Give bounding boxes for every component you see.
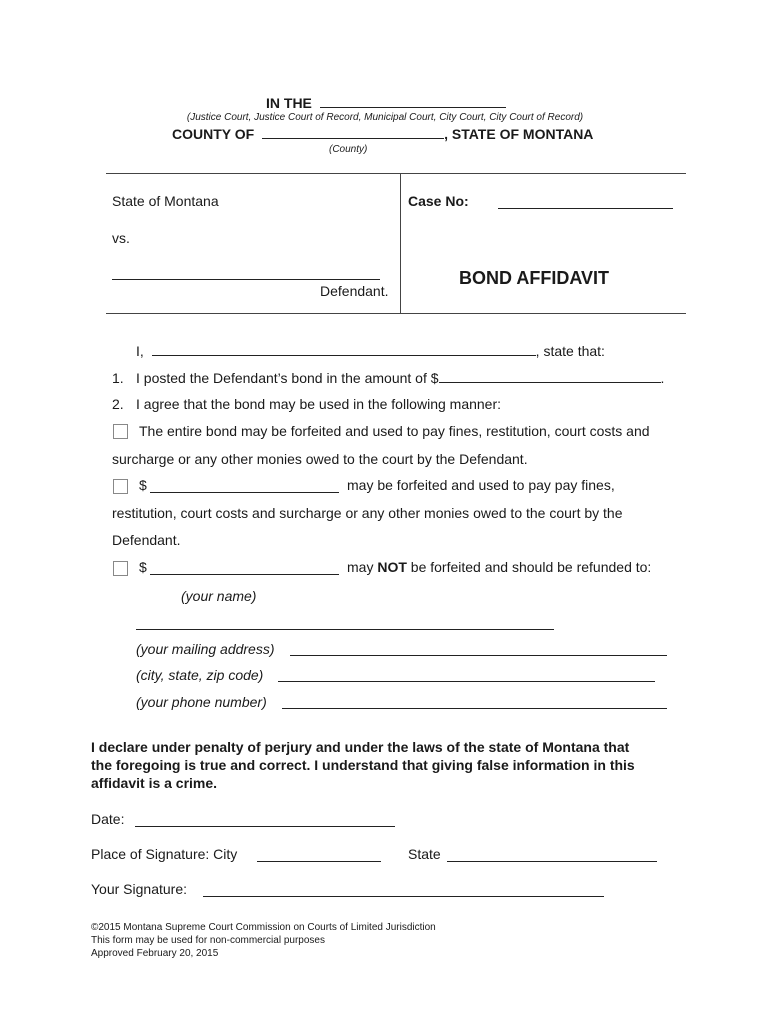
city-state-zip-blank[interactable] (278, 681, 655, 682)
county-of-label: COUNTY OF (172, 126, 255, 142)
affiant-name-blank[interactable] (152, 343, 536, 356)
option-1-line-2: surcharge or any other monies owed to the court by the Defendant. (112, 451, 528, 467)
declaration-line-2: the foregoing is true and correct. I understand that giving false information in this (91, 757, 635, 773)
mailing-address-blank[interactable] (290, 655, 667, 656)
signature-blank[interactable] (203, 896, 604, 897)
item-2-number: 2. (112, 396, 124, 412)
phone-number-label: (your phone number) (136, 694, 267, 710)
place-of-signature-label: Place of Signature: City (91, 846, 238, 862)
option-3-not: NOT (377, 559, 407, 575)
declaration-line-3: affidavit is a crime. (91, 775, 218, 791)
item-1 (136, 370, 664, 386)
state-label: State (408, 846, 441, 862)
case-no-blank[interactable] (498, 208, 673, 209)
vs-label: vs. (112, 230, 130, 246)
your-name-label: (your name) (181, 588, 257, 604)
option-2-line-3: Defendant. (112, 532, 181, 548)
caption-bottom-rule (106, 313, 686, 314)
i-label: I, (136, 343, 144, 359)
county-heading (172, 126, 593, 142)
caption-divider (400, 174, 401, 313)
item-1-number: 1. (112, 370, 124, 386)
bond-amount-blank[interactable] (439, 370, 661, 383)
county-blank[interactable] (262, 126, 444, 139)
in-the-label: IN THE (266, 95, 312, 111)
defendant-label: Defendant. (320, 283, 389, 299)
option-3-dollar: $ (139, 559, 147, 575)
plaintiff-name: State of Montana (112, 193, 219, 209)
refund-amount-blank[interactable] (150, 574, 339, 575)
option-1-line-1: The entire bond may be forfeited and used to pay fines, restitution, court costs and (139, 423, 650, 439)
state-that-label: , state that: (535, 343, 605, 359)
defendant-name-blank[interactable] (112, 279, 380, 280)
case-no-label: Case No: (408, 193, 469, 209)
in-the-heading (266, 95, 506, 111)
option-3-rest: be forfeited and should be refunded to: (410, 559, 652, 575)
city-state-zip-label: (city, state, zip code) (136, 667, 264, 683)
county-hint: (County) (329, 144, 368, 155)
date-label: Date: (91, 811, 125, 827)
declaration-line-1: I declare under penalty of perjury and under the laws of the state of Montana that (91, 739, 630, 755)
caption-top-rule (106, 173, 686, 174)
city-blank[interactable] (257, 861, 381, 862)
affiant-line (136, 343, 605, 359)
state-blank[interactable] (447, 861, 657, 862)
item-1-text: I posted the Defendant’s bond in the amount of $ (136, 370, 439, 386)
option-2-line-2: restitution, court costs and surcharge or any other monies owed to the court by the (112, 505, 623, 521)
date-blank[interactable] (135, 826, 395, 827)
item-2-text: I agree that the bond may be used in the following manner: (136, 396, 502, 412)
option-3-text (347, 559, 651, 575)
your-name-blank[interactable] (136, 629, 554, 630)
mailing-address-label: (your mailing address) (136, 641, 275, 657)
footer-noncommercial: This form may be used for non-commercial purposes (91, 935, 325, 946)
form-title: BOND AFFIDAVIT (459, 268, 609, 288)
footer-approved: Approved February 20, 2015 (91, 948, 219, 959)
phone-number-blank[interactable] (282, 708, 667, 709)
court-name-blank[interactable] (320, 95, 506, 108)
option-entire-bond-checkbox[interactable] (113, 424, 128, 439)
footer-copyright: ©2015 Montana Supreme Court Commission on Courts of Limited Jurisdiction (91, 922, 436, 933)
option-2-dollar: $ (139, 477, 147, 493)
court-types-hint: (Justice Court, Justice Court of Record, Municipal Court, City Court, City Court of Record) (186, 112, 584, 123)
forfeit-amount-blank[interactable] (150, 492, 339, 493)
state-of-montana-label: , STATE OF MONTANA (444, 126, 594, 142)
option-partial-forfeit-checkbox[interactable] (113, 479, 128, 494)
option-2-line-1: may be forfeited and used to pay pay fines, (347, 477, 615, 493)
option-3-may: may (347, 559, 374, 575)
option-refund-checkbox[interactable] (113, 561, 128, 576)
item-1-period: . (660, 370, 665, 386)
your-signature-label: Your Signature: (91, 881, 187, 897)
